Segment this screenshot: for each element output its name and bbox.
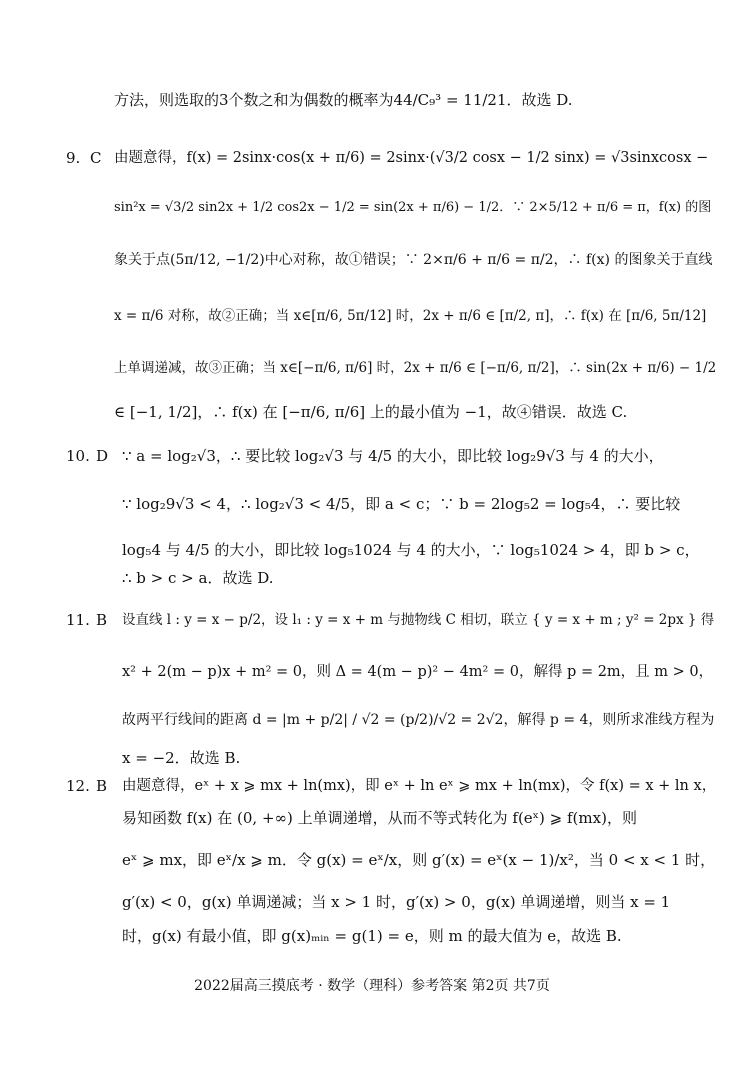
q9-answer: C <box>90 149 102 167</box>
q9-line-6: ∈ [−1, 1/2]，∴ f(x) 在 [−π/6, π/6] 上的最小值为 −1，故④错误．故选 C. <box>114 403 628 421</box>
q12-number: 12. <box>66 777 90 795</box>
q9-line-4: x = π/6 对称，故②正确；当 x∈[π/6, 5π/12] 时，2x + π/6 ∈ [π/2, π]，∴ f(x) 在 [π/6, 5π/12] <box>114 308 707 324</box>
q10-answer: D <box>96 447 109 465</box>
q12-line-5: 时，g(x) 有最小值，即 g(x)ₘᵢₙ = g(1) = e，则 m 的最大值为 e，故选 B. <box>122 927 622 945</box>
q11-line-1: 设直线 l : y = x − p/2，设 l₁ : y = x + m 与抛物线 C 相切，联立 { y = x + m ; y² = 2px } 得 <box>122 612 715 628</box>
q12-line-4: g′(x) < 0，g(x) 单调递减；当 x > 1 时，g′(x) > 0，g(x) 单调递增，则当 x = 1 <box>122 893 671 911</box>
q10-line-2: ∵ log₂9√3 < 4，∴ log₂√3 < 4/5，即 a < c；∵ b = 2log₅2 = log₅4，∴ 要比较 <box>122 495 681 513</box>
q11-line-2: x² + 2(m − p)x + m² = 0，则 Δ = 4(m − p)² − 4m² = 0，解得 p = 2m，且 m > 0， <box>122 664 714 680</box>
q11-line-3: 故两平行线间的距离 d = |m + p/2| / √2 = (p/2)/√2 = 2√2，解得 p = 4，则所求准线方程为 <box>122 712 715 728</box>
q11-line-4: x = −2．故选 B. <box>122 749 241 767</box>
q12-line-1: 由题意得，eˣ + x ⩾ mx + ln(mx)，即 eˣ + ln eˣ ⩾ mx + ln(mx)，令 f(x) = x + ln x， <box>122 778 717 794</box>
q9-line-5: 上单调递减，故③正确；当 x∈[−π/6, π/6] 时，2x + π/6 ∈ [−π/6, π/2]，∴ sin(2x + π/6) − 1/2 <box>114 360 717 376</box>
q9-line-3: 象关于点(5π/12, −1/2)中心对称，故①错误；∵ 2×π/6 + π/6 = π/2，∴ f(x) 的图象关于直线 <box>114 252 713 268</box>
q10-number: 10. <box>66 447 90 465</box>
q8-continuation: 方法，则选取的3个数之和为偶数的概率为44/C₉³ = 11/21．故选 D. <box>114 91 573 109</box>
q12-answer: B <box>96 777 108 795</box>
page-footer: 2022届高三摸底考 · 数学（理科）参考答案 第2页 共7页 <box>194 978 550 994</box>
q9-number: 9. <box>66 149 81 167</box>
q11-number: 11. <box>66 611 90 629</box>
q9-line-1: 由题意得，f(x) = 2sinx·cos(x + π/6) = 2sinx·(√3/2 cosx − 1/2 sinx) = √3sinxcosx − <box>114 150 709 166</box>
q10-line-1: ∵ a = log₂√3，∴ 要比较 log₂√3 与 4/5 的大小，即比较 log₂9√3 与 4 的大小， <box>122 447 664 465</box>
q12-line-3: eˣ ⩾ mx，即 eˣ/x ⩾ m．令 g(x) = eˣ/x，则 g′(x) = eˣ(x − 1)/x²，当 0 < x < 1 时， <box>122 851 716 869</box>
q9-line-2: sin²x = √3/2 sin2x + 1/2 cos2x − 1/2 = sin(2x + π/6) − 1/2．∵ 2×5/12 + π/6 = π，f(x) 的图 <box>114 200 712 215</box>
q10-line-3: log₅4 与 4/5 的大小，即比较 log₅1024 与 4 的大小，∵ log₅1024 > 4，即 b > c， <box>122 541 700 559</box>
q12-line-2: 易知函数 f(x) 在 (0, +∞) 上单调递增，从而不等式转化为 f(eˣ) ⩾ f(mx)，则 <box>122 809 637 827</box>
q10-line-4: ∴ b > c > a．故选 D. <box>122 569 274 587</box>
q11-answer: B <box>96 611 108 629</box>
